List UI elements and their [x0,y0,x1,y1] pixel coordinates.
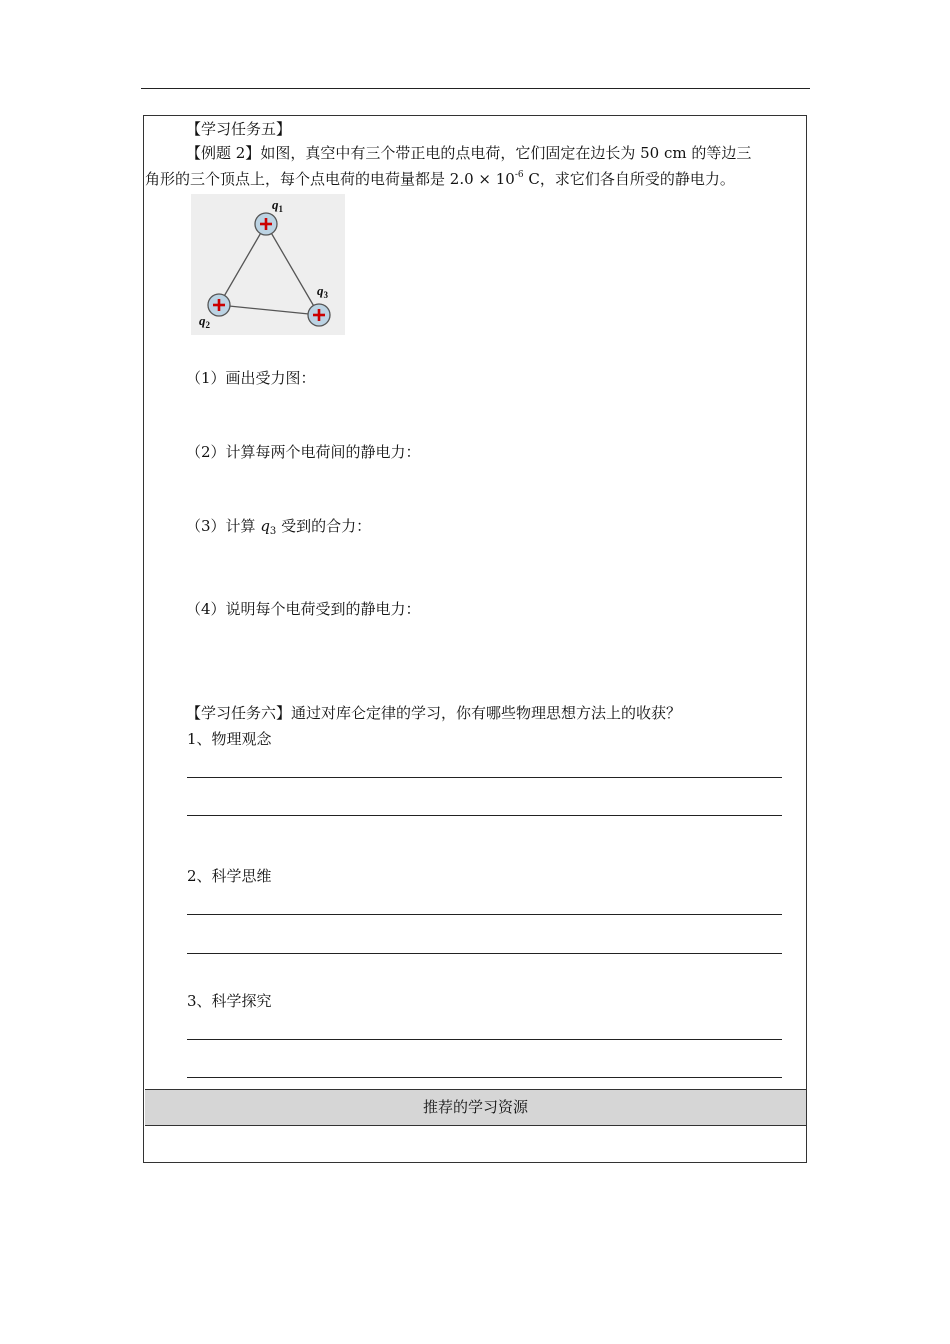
step-3: （3）计算 $q_3$ 受到的合力： [186,517,372,537]
example-tag: 【例题 2】 [186,144,261,162]
charge-q2 [208,294,230,316]
charge-q1 [255,213,277,235]
task5-heading: 【学习任务五】 [186,120,292,138]
answer-line[interactable] [187,815,782,816]
example-exponent: -6 [514,170,524,180]
answer-line[interactable] [187,777,782,778]
example-line-2 [145,169,735,189]
step-1: （1）画出受力图： [186,369,316,387]
example-text-1: 如图，真空中有三个带正电的点电荷，它们固定在边长为 50 cm 的等边三 [260,144,752,162]
example-text-2b: C，求它们各自所受的静电力。 [523,170,735,188]
side-q2-q3 [219,305,319,315]
item-physics-concept: 1、物理观念 [187,730,272,748]
triangle-diagram [191,194,345,335]
answer-line[interactable] [187,953,782,954]
step-4: （4）说明每个电荷受到的静电力： [186,600,421,618]
item-scientific-inquiry: 3、科学探究 [187,992,272,1010]
answer-line[interactable] [187,1039,782,1040]
q3-symbol: q [260,517,270,535]
label-q1: $q_1$ [272,197,283,214]
label-q3: $q_3$ [317,283,328,300]
label-q2: $q_2$ [199,313,210,330]
answer-line[interactable] [187,1077,782,1078]
header-rule [141,88,810,89]
side-q1-q3 [266,224,319,315]
example-line-1 [186,143,751,163]
charge-triangle-figure [191,194,345,335]
charge-q3 [308,304,330,326]
step-2: （2）计算每两个电荷间的静电力： [186,443,421,461]
side-q1-q2 [219,224,266,305]
resources-header: 推荐的学习资源 [145,1089,806,1126]
answer-line[interactable] [187,914,782,915]
task6-heading: 【学习任务六】通过对库仑定律的学习，你有哪些物理思想方法上的收获？ [186,704,682,722]
item-scientific-thinking: 2、科学思维 [187,867,272,885]
example-text-2a: 角形的三个顶点上，每个点电荷的电荷量都是 2.0 × 10 [145,170,515,188]
